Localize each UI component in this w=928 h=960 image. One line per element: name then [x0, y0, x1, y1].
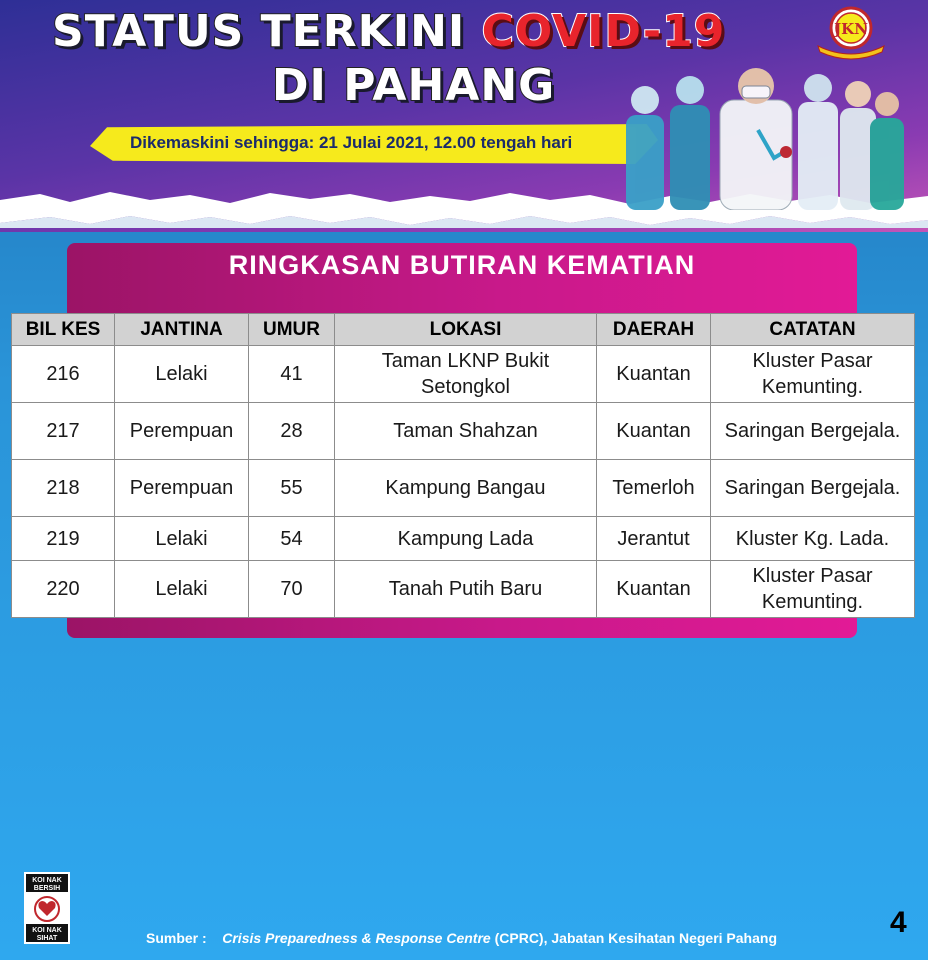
header-umur: UMUR [249, 314, 335, 346]
main-title-line2: DI PAHANG [272, 60, 556, 111]
cell-catatan: Saringan Bergejala. [711, 403, 915, 460]
badge-line-bersih: BERSIH [33, 885, 61, 892]
cell-umur: 41 [249, 346, 335, 403]
page-number: 4 [890, 906, 907, 939]
cell-bil-kes: 217 [12, 403, 115, 460]
koi-nak-sihat-badge-icon [24, 872, 70, 944]
table-row [12, 561, 915, 618]
cell-lokasi: Taman LKNP Bukit Setongkol [335, 346, 597, 403]
source-label: Sumber : [146, 930, 207, 946]
badge-line-sihat: SIHAT [36, 935, 58, 942]
badge-line-koi-nak-2: KOI NAK [32, 927, 62, 934]
table-row [12, 460, 915, 517]
table-row [12, 346, 915, 403]
cell-jantina: Perempuan [115, 403, 249, 460]
cell-lokasi: Kampung Lada [335, 517, 597, 561]
header-bil-kes: BIL KES [12, 314, 115, 346]
cell-catatan: Kluster Pasar Kemunting. [711, 561, 915, 618]
cell-daerah: Jerantut [597, 517, 711, 561]
header-catatan: CATATAN [711, 314, 915, 346]
main-title-line1 [52, 6, 725, 57]
cell-lokasi: Taman Shahzan [335, 403, 597, 460]
header-lokasi: LOKASI [335, 314, 597, 346]
jkn-logo-icon [812, 4, 890, 62]
cell-lokasi: Kampung Bangau [335, 460, 597, 517]
badge-line-koi-nak: KOI NAK [32, 877, 62, 884]
cell-jantina: Lelaki [115, 561, 249, 618]
cell-catatan: Kluster Pasar Kemunting. [711, 346, 915, 403]
cell-bil-kes: 219 [12, 517, 115, 561]
update-timestamp: Dikemaskini sehingga: 21 Julai 2021, 12.00 tengah hari [130, 133, 573, 152]
cell-bil-kes: 220 [12, 561, 115, 618]
death-details-table [11, 313, 915, 618]
cell-jantina: Lelaki [115, 517, 249, 561]
cell-umur: 28 [249, 403, 335, 460]
header-daerah: DAERAH [597, 314, 711, 346]
source-credit [146, 930, 777, 946]
medical-staff-illustration [608, 60, 908, 210]
cell-lokasi: Tanah Putih Baru [335, 561, 597, 618]
source-organisation: Crisis Preparedness & Response Centre [222, 930, 491, 946]
title-covid-19: COVID-19 [481, 6, 726, 57]
table-header-row [12, 314, 915, 346]
section-title: RINGKASAN BUTIRAN KEMATIAN [228, 250, 696, 280]
cell-catatan: Kluster Kg. Lada. [711, 517, 915, 561]
cell-daerah: Kuantan [597, 403, 711, 460]
cell-catatan: Saringan Bergejala. [711, 460, 915, 517]
table-row [12, 403, 915, 460]
jkn-logo-text: JKN [834, 20, 868, 38]
cell-daerah: Temerloh [597, 460, 711, 517]
table-row [12, 517, 915, 561]
header-jantina: JANTINA [115, 314, 249, 346]
cell-umur: 55 [249, 460, 335, 517]
title-status-terkini: STATUS TERKINI [52, 6, 482, 57]
source-department: (CPRC), Jabatan Kesihatan Negeri Pahang [490, 930, 777, 946]
cell-daerah: Kuantan [597, 561, 711, 618]
cell-jantina: Lelaki [115, 346, 249, 403]
cell-daerah: Kuantan [597, 346, 711, 403]
cell-bil-kes: 218 [12, 460, 115, 517]
cell-bil-kes: 216 [12, 346, 115, 403]
cell-umur: 54 [249, 517, 335, 561]
cell-jantina: Perempuan [115, 460, 249, 517]
cell-umur: 70 [249, 561, 335, 618]
